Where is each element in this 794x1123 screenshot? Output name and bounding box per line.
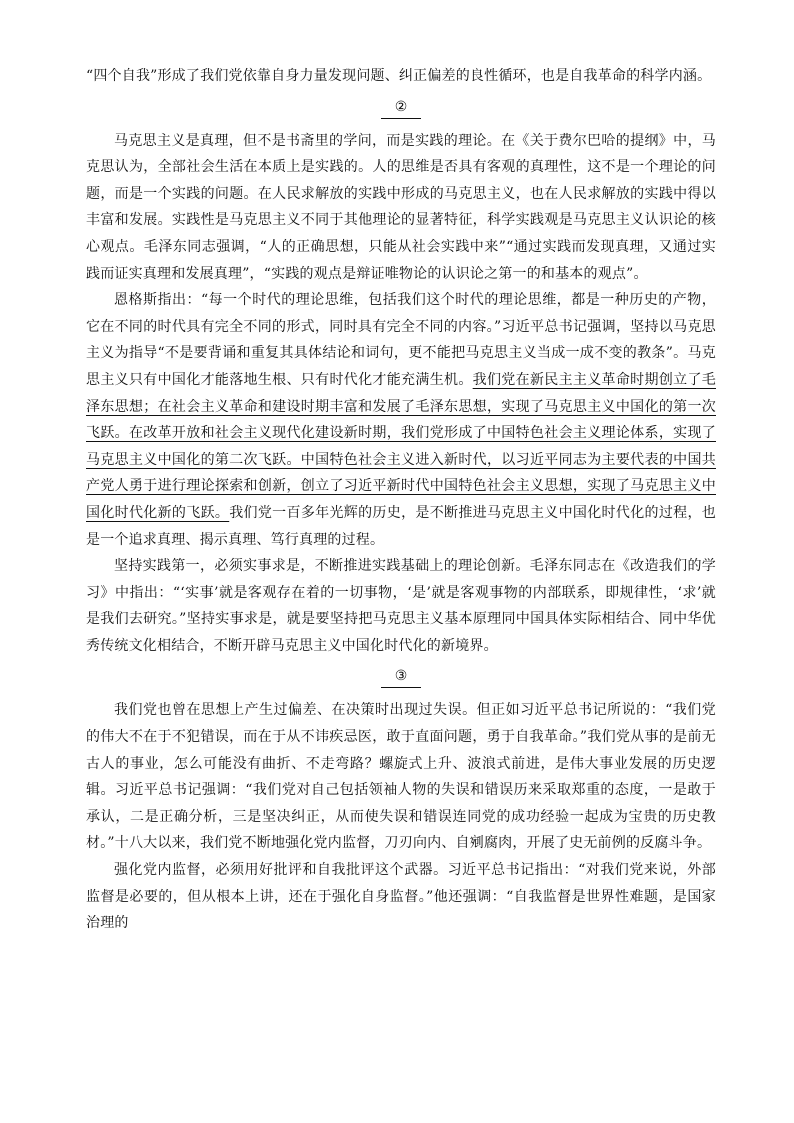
section-number-3: ③ bbox=[381, 665, 422, 688]
paragraph-seek-truth: 坚持实践第一，必须实事求是，不断推进实践基础上的理论创新。毛泽东同志在《改造我们的学习》中指出：“‘实事’就是客观存在着的一切事物，‘是’就是客观事物的内部联系，即规律性，‘求’就是我们去研究。”坚持实事求是，就是要坚持把马克思主义基本原理同中国具体实际相结合、同中华优秀传统文化相结合，不断开辟马克思主义中国化时代化的新境界。 bbox=[86, 558, 716, 654]
paragraph-intro: “四个自我”形成了我们党依靠自身力量发现问题、纠正偏差的良性循环，也是自我革命的科学内涵。 bbox=[86, 68, 712, 84]
paragraph-engels-text-b: 我们党一百多年光辉的历史，是不断推进马克思主义中国化时代化的过程，也是一个追求真理、揭示真理、笃行真理的过程。 bbox=[86, 504, 716, 548]
section-number-2: ② bbox=[381, 96, 422, 119]
document-body bbox=[86, 63, 716, 937]
paragraph-marxism-practice: 马克思主义是真理，但不是书斋里的学问，而是实践的理论。在《关于费尔巴哈的提纲》中，马克思认为，全部社会生活在本质上是实践的。人的思维是否具有客观的真理性，这不是一个理论的问题，而是一个实践的问题。在人民求解放的实践中形成的马克思主义，也在人民求解放的实践中得以丰富和发展。实践性是马克思主义不同于其他理论的显著特征，科学实践观是马克思主义认识论的核心观点。毛泽东同志强调，“人的正确思想，只能从社会实践中来”“通过实践而发现真理，又通过实践而证实真理和发展真理”，“实践的观点是辩证唯物论的认识论之第一的和基本的观点”。 bbox=[86, 132, 716, 282]
paragraph-mistakes: 我们党也曾在思想上产生过偏差、在决策时出现过失误。但正如习近平总书记所说的：“我们党的伟大不在于不犯错误，而在于从不讳疾忌医，敢于直面问题，勇于自我革命。”我们党从事的是前无古人的事业，怎么可能没有曲折、不走弯路？螺旋式上升、波浪式前进，是伟大事业发展的历史逻辑。习近平总书记强调：“我们党对自己包括领袖人物的失误和错误历来采取郑重的态度，一是敢于承认，二是正确分析，三是坚决纠正，从而使失误和错误连同党的成功经验一起成为宝贵的历史教材。”十八大以来，我们党不断地强化党内监督，刀刃向内、自剜腐肉，开展了史无前例的反腐斗争。 bbox=[86, 702, 716, 852]
paragraph-engels-text-a: 恩格斯指出：“每一个时代的理论思维，包括我们这个时代的理论思维，都是一种历史的产物，它在不同的时代具有完全不同的形式，同时具有完全不同的内容。”习近平总书记强调，坚持以马克思主义为指导“不是要背诵和重复其具体结论和词句，更不能把马克思主义当成一成不变的教条”。马克思主义只有中国化才能落地生根、只有时代化才能充满生机。 bbox=[86, 292, 716, 388]
section-heading-3 bbox=[86, 661, 716, 695]
section-heading-2 bbox=[86, 92, 716, 126]
paragraph-supervision: 强化党内监督，必须用好批评和自我批评这个武器。习近平总书记指出：“对我们党来说，外部监督是必要的，但从根本上讲，还在于强化自身监督。”他还强调：“自我监督是世界性难题，是国家治理的 bbox=[86, 862, 716, 932]
paragraph-engels bbox=[86, 287, 716, 553]
underlined-passage: 我们党在新民主主义革命时期创立了毛泽东思想；在社会主义革命和建设时期丰富和发展了毛泽东思想，实现了马克思主义中国化的第一次飞跃。在改革开放和社会主义现代化建设新时期，我们党形成了中国特色社会主义理论体系，实现了马克思主义中国化的第二次飞跃。中国特色社会主义进入新时代，以习近平同志为主要代表的中国共产党人勇于进行理论探索和创新，创立了习近平新时代中国特色社会主义思想，实现了马克思主义中国化时代化新的飞跃。 bbox=[86, 371, 716, 521]
